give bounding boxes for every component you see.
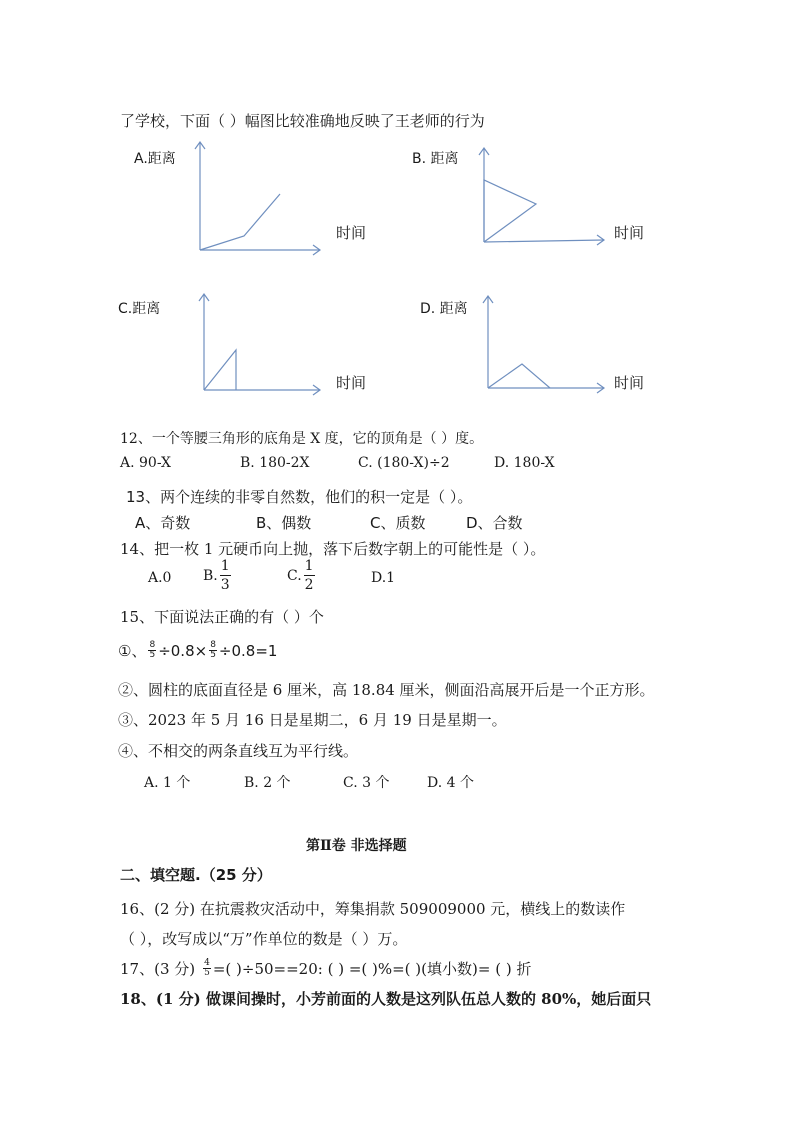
q15-s1-denominator-1: 5: [149, 650, 156, 660]
graph-b-time: 时间: [614, 224, 645, 242]
graph-c-curve: [204, 350, 236, 390]
q15-option-d: D. 4 个: [427, 775, 474, 791]
graph-c-label: C.距离: [118, 301, 161, 317]
q16-line-1: 16、(2 分) 在抗震救灾活动中，筹集捐款 509009000 元，横线上的数读作: [120, 900, 626, 918]
q14-option-c-denominator: 2: [304, 577, 314, 593]
part2-title: 第Ⅱ卷 非选择题: [306, 838, 407, 854]
q13-option-b: B、偶数: [256, 514, 312, 532]
q15-statement-4: ④、不相交的两条直线互为平行线。: [118, 742, 359, 760]
q18-line: 18、(1 分) 做课间操时，小芳前面的人数是这列队伍总人数的 80%，她后面只: [120, 990, 652, 1008]
q15-option-b: B. 2 个: [244, 775, 291, 791]
q14-option-b: [203, 559, 233, 592]
q12-option-a: A. 90-X: [120, 455, 172, 471]
q14-option-c-numerator: 1: [304, 558, 314, 574]
q11-intro: 了学校，下面（ ）幅图比较准确地反映了王老师的行为: [120, 112, 485, 130]
graph-b: [474, 146, 614, 250]
q15-s1-fraction-2: [209, 641, 217, 660]
q15-s1-denominator-2: 5: [210, 650, 216, 660]
q15-statement-1: [118, 640, 277, 661]
q14-option-d: D.1: [371, 570, 396, 586]
q14-option-b-denominator: 3: [220, 577, 230, 593]
q15-stem: 15、下面说法正确的有（ ）个: [120, 608, 324, 626]
graph-d-curve: [488, 364, 550, 388]
q15-s1-end: ÷0.8=1: [218, 641, 278, 660]
graph-c: [196, 292, 326, 396]
q17-numerator: 4: [204, 958, 210, 968]
q13-stem: 13、两个连续的非零自然数，他们的积一定是（ ）。: [126, 488, 473, 506]
q17-denominator: 5: [204, 968, 210, 978]
q15-s1-middle: ÷0.8×: [158, 641, 208, 660]
q15-s1-numerator-1: 8: [149, 640, 156, 650]
q14-option-b-fraction: [220, 559, 231, 592]
graph-b-label: B. 距离: [412, 151, 459, 167]
q14-option-b-label: B.: [203, 567, 218, 584]
q12-stem: 12、一个等腰三角形的底角是 X 度，它的顶角是（ ）度。: [120, 431, 484, 447]
section-fill-in-title: 二、填空题.（25 分）: [120, 866, 272, 884]
q15-statement-3: ③、2023 年 5 月 16 日是星期二，6 月 19 日是星期一。: [118, 711, 507, 729]
q13-option-c: C、质数: [370, 514, 426, 532]
q15-statement-2: ②、圆柱的底面直径是 6 厘米，高 18.84 厘米，侧面沿高展开后是一个正方形。: [118, 681, 655, 699]
q15-s1-numerator-2: 8: [210, 640, 216, 650]
q14-stem: 14、把一枚 1 元硬币向上抛，落下后数字朝上的可能性是（ ）。: [120, 540, 546, 558]
graph-b-curve: [484, 180, 536, 242]
q15-option-a: A. 1 个: [144, 775, 191, 791]
q13-option-a: A、奇数: [135, 514, 191, 532]
graph-d: [480, 294, 610, 392]
q17-fraction: [203, 959, 211, 978]
graph-a-curve: [200, 194, 280, 250]
q14-option-c-fraction: [304, 559, 315, 592]
q12-option-b: B. 180-2X: [240, 455, 310, 471]
q14-option-c: [287, 559, 317, 592]
graph-d-time: 时间: [614, 374, 645, 392]
q15-s1-fraction-1: [148, 641, 156, 660]
q14-option-b-numerator: 1: [220, 558, 230, 574]
q12-option-c: C. (180-X)÷2: [358, 455, 450, 471]
graph-c-time: 时间: [336, 374, 367, 392]
q15-option-c: C. 3 个: [343, 775, 390, 791]
graph-a: [192, 140, 332, 260]
q14-option-a: A.0: [148, 570, 172, 586]
q14-option-c-label: C.: [287, 567, 302, 584]
q15-s1-prefix: ①、: [118, 642, 147, 660]
graph-b-x-axis: [484, 240, 604, 242]
graph-a-label: A.距离: [134, 151, 176, 167]
graph-a-time: 时间: [336, 224, 367, 242]
q17-line: [120, 958, 531, 979]
q17-prefix: 17、(3 分): [120, 960, 196, 978]
graph-d-label: D. 距离: [420, 301, 468, 317]
q17-rest: =( )÷50==20: ( ) =( )%=( )(填小数)= ( ) 折: [212, 960, 532, 978]
q16-line-2: （ ），改写成以“万”作单位的数是（ ）万。: [120, 930, 408, 948]
q12-option-d: D. 180-X: [494, 455, 555, 471]
q13-option-d: D、合数: [466, 514, 523, 532]
